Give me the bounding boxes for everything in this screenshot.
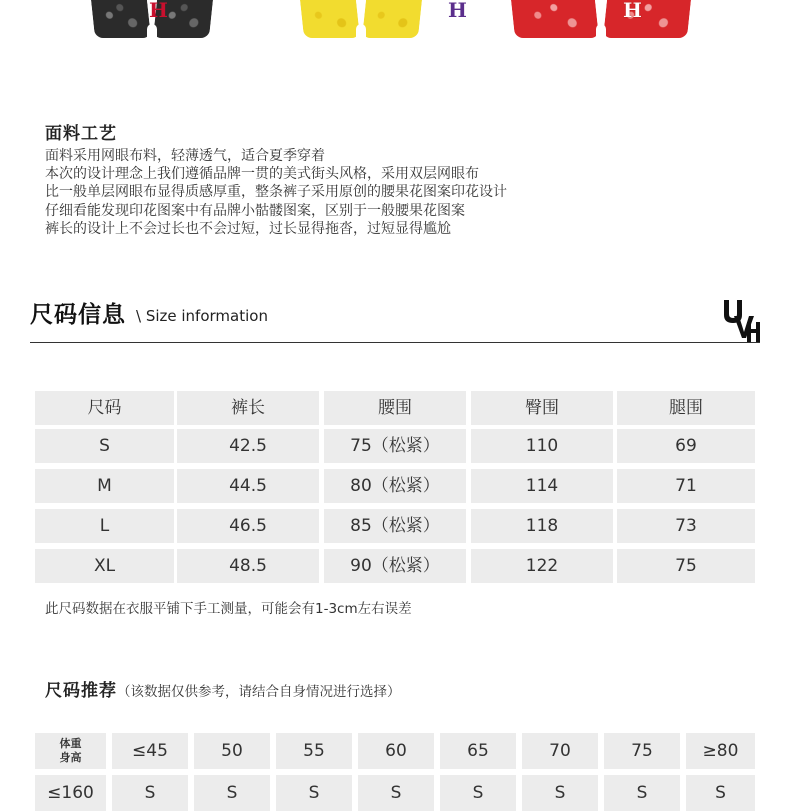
weight-header-cell: 55 [276, 733, 352, 769]
product-image-strip [0, 0, 790, 40]
table-cell: M [35, 469, 174, 503]
fabric-description [45, 147, 745, 238]
weight-height-corner-cell [35, 733, 106, 769]
weight-header-cell: ≤45 [112, 733, 188, 769]
fabric-line: 比一般单层网眼布显得质感厚重，整条裤子采用原创的腰果花图案印花设计 [45, 184, 507, 201]
recommended-size-cell: S [358, 775, 434, 811]
fabric-line: 仔细看能发现印花图案中有品牌小骷髅图案，区别于一般腰果花图案 [45, 202, 465, 219]
table-cell: 46.5 [177, 509, 319, 543]
shorts-logo-letter: H [149, 0, 168, 22]
size-info-header [30, 296, 760, 344]
recommended-size-cell: S [276, 775, 352, 811]
recommended-size-cell: S [522, 775, 598, 811]
table-cell: 90（松紧） [324, 549, 466, 583]
table-cell: 71 [617, 469, 755, 503]
table-cell: L [35, 509, 174, 543]
table-cell: 118 [471, 509, 613, 543]
weight-header-cell: 70 [522, 733, 598, 769]
header-cell: 腰围 [324, 391, 466, 425]
header-cell: 臀围 [471, 391, 613, 425]
table-cell: S [35, 429, 174, 463]
recommended-size-cell: S [604, 775, 680, 811]
table-cell: 73 [617, 509, 755, 543]
recommended-size-cell: S [686, 775, 755, 811]
table-cell: 122 [471, 549, 613, 583]
recommendation-heading: 尺码推荐 [45, 681, 117, 701]
table-cell: 44.5 [177, 469, 319, 503]
header-cell: 裤长 [177, 391, 319, 425]
header-divider [30, 342, 760, 343]
weight-header-cell: 60 [358, 733, 434, 769]
recommended-size-cell: S [440, 775, 516, 811]
recommendation-title [45, 676, 401, 701]
table-cell: 42.5 [177, 429, 319, 463]
red-shorts-image [513, 0, 689, 38]
table-cell: 114 [471, 469, 613, 503]
table-cell: 85（松紧） [324, 509, 466, 543]
weight-header-cell: 50 [194, 733, 270, 769]
table-cell: 80（松紧） [324, 469, 466, 503]
fabric-line: 面料采用网眼布料，轻薄透气，适合夏季穿着 [45, 148, 325, 164]
weight-header-cell: 75 [604, 733, 680, 769]
height-label: 身高 [59, 751, 82, 764]
table-cell: 69 [617, 429, 755, 463]
weight-header-cell: 65 [440, 733, 516, 769]
recommendation-subtitle: （该数据仅供参考，请结合自身情况进行选择） [117, 684, 401, 700]
fabric-line: 本次的设计理念上我们遵循品牌一贯的美式街头风格，采用双层网眼布 [45, 166, 479, 183]
fabric-section-title: 面料工艺 [45, 124, 117, 144]
header-cell: 尺码 [35, 391, 174, 425]
measurement-note: 此尺码数据在衣服平铺下手工测量，可能会有1-3cm左右误差 [45, 601, 412, 617]
table-cell: XL [35, 549, 174, 583]
table-cell: 75（松紧） [324, 429, 466, 463]
fabric-line: 裤长的设计上不会过长也不会过短，过长显得拖沓，过短显得尴尬 [45, 220, 451, 237]
uvh-logo [720, 296, 762, 344]
weight-label: 体重 [59, 737, 82, 750]
shorts-logo-letter: H [623, 0, 642, 22]
recommended-size-cell: S [194, 775, 270, 811]
table-cell: 48.5 [177, 549, 319, 583]
recommended-size-cell: S [112, 775, 188, 811]
yellow-shorts-image [302, 0, 467, 38]
table-cell: 75 [617, 549, 755, 583]
size-info-title: 尺码信息 [30, 302, 126, 328]
height-row-label: ≤160 [35, 775, 106, 811]
header-cell: 腿围 [617, 391, 755, 425]
black-shorts-image [93, 0, 211, 38]
shorts-logo-letter: H [448, 0, 467, 22]
table-cell: 110 [471, 429, 613, 463]
weight-header-cell: ≥80 [686, 733, 755, 769]
size-info-subtitle: \ Size information [136, 307, 268, 325]
